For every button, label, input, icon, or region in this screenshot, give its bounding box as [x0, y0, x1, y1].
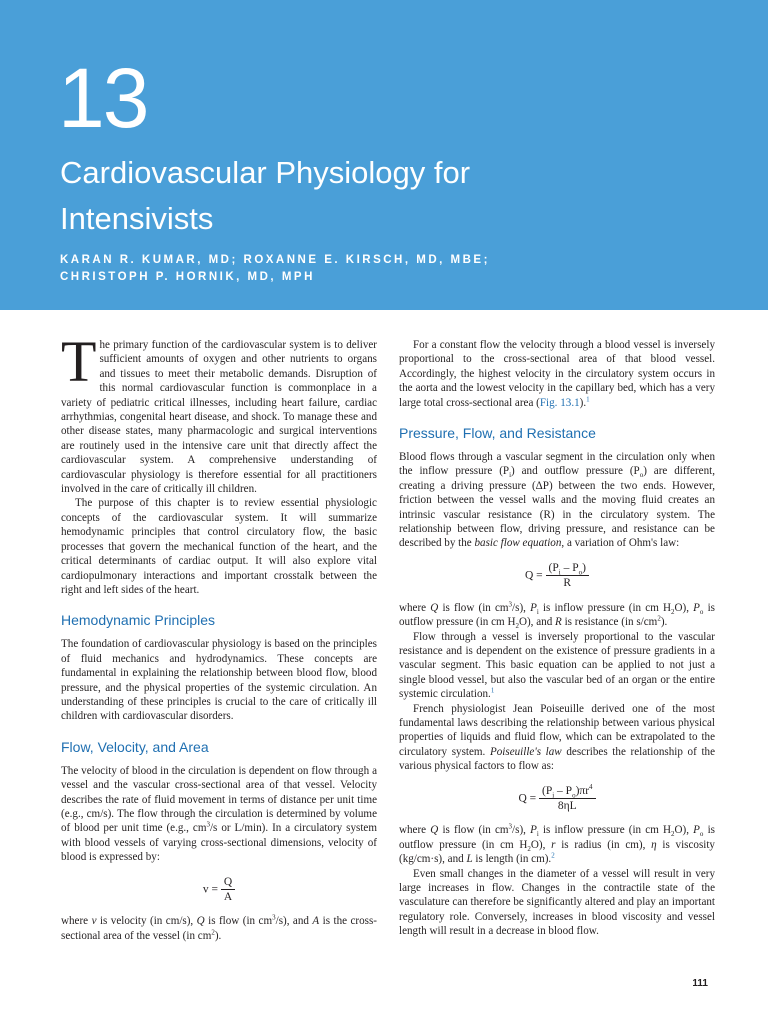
pressure-paragraph: Blood flows through a vascular segment in the circulation only when the inflow pressure $(P_i)$ and outflow pressure $(P_o)$ are different, creating a driving pressure (ΔP) between the two ends. However, friction between the vessel walls and the moving fluid creates an intrinsic vascular resistance (R) in the circulatory system. The relationship between flow, driving pressure, and resistance can be described by the basic flow equation, a variation of Ohm's law: [399, 451, 715, 550]
chapter-title-line-2: Intensivists [60, 201, 214, 236]
page-number: 111 [692, 978, 708, 989]
heading-pressure-flow-resistance: Pressure, Flow, and Resistance [399, 425, 596, 442]
velocity-equation: v = $\frac{Q}{A}$ [61, 875, 377, 905]
right-column [399, 338, 715, 939]
reference-link[interactable]: 1 [490, 686, 495, 695]
velocity-paragraph: The velocity of blood in the circulation is dependent on flow through a vessel and the vascular cross-sectional area of that vessel. Velocity describes the rate of fluid movement in terms of distance per unit time (e.g., cm/s). The flow through the circulation is determined by volume of blood per unit time (e.g., $cm^3/s$ or L/min). In a circulatory system with blood vessels of varying cross-sectional dimensions, velocity of blood is expressed by: [61, 764, 377, 864]
poiseuille-where: where Q is flow (in $cm^3/s$), $P_i$ is inflow pressure (in cm $H_2O$), $P_o$ is outflow pressure (in cm $H_2O$), r is radius (in cm), η is viscosity (kg/cm·s), and L is length (in cm).$^2$ [399, 822, 715, 866]
authors-line-2: CHRISTOPH P. HORNIK, MD, MPH [60, 271, 315, 283]
authors-line-1: KARAN R. KUMAR, MD; ROXANNE E. KIRSCH, MD, MBE; [60, 254, 490, 266]
left-column [61, 329, 377, 943]
heading-flow-velocity-area: Flow, Velocity, and Area [61, 738, 209, 755]
diameter-paragraph: Even small changes in the diameter of a vessel will result in very large increases in flow. Changes in the contractile state of the vasculature can therefore be significantly altered and play an important regulatory role. Conversely, increases in blood viscosity and vessel length will result in a decrease in blood flow. [399, 867, 715, 938]
velocity-area-paragraph: For a constant flow the velocity through a blood vessel is inversely proportional to the cross-sectional area of that blood vessel. Accordingly, the highest velocity in the circulatory system occurs in the aorta and the lowest velocity in the capillary bed, which has a very large total cross-sectional area (Fig. 13.1).$^1$ [399, 339, 715, 409]
poiseuille-paragraph: French physiologist Jean Poiseuille derived one of the most fundamental laws describing the relationship between various physical properties of liquids and fluid flow, which can be extrapolated to the circulatory system. Poiseuille's law describes the relationship of the various physical factors to flow as: [399, 702, 716, 773]
intro-paragraph-1: The primary function of the cardiovascular system is to deliver sufficient amounts of oxygen and other nutrients to organs and tissues to meet their metabolic demands. Disruption of this normal cardiovascular function is commonplace in a variety of pediatric critical illnesses, including heart failure, cardiac arrhythmias, congenital heart disease, and shock. To manage these and other disease states, many pharmacologic and surgical interventions are routinely used in the intensive care unit that directly affect the cardiovascular system. A comprehensive understanding of cardiovascular physiology is therefore essential for all practitioners involved in the care of critically ill children. [61, 329, 377, 496]
drop-cap: T [61, 329, 97, 394]
poiseuille-equation: Q = $\frac{(P_i - P_o)\pi r^4}{8\eta L}$ [399, 784, 715, 814]
intro-paragraph-2: The purpose of this chapter is to review essential physiologic concepts of the cardiovascular system. It will summarize hemodynamic principles that control circulatory flow, the basic processes that govern the mechanical function of the heart, and the critical determinants of cardiac output. It will also explore vital cardiopulmonary interactions and important crosstalk between the right and left sides of the heart. [61, 497, 377, 596]
chapter-title [60, 150, 700, 242]
chapter-header [0, 0, 768, 310]
chapter-title-line-1: Cardiovascular Physiology for [60, 155, 471, 190]
chapter-number: 13 [58, 51, 148, 145]
heading-hemodynamic-principles: Hemodynamic Principles [61, 612, 216, 629]
hemodynamic-paragraph: The foundation of cardiovascular physiology is based on the principles of fluid mechanics and hydrodynamics. These concepts are fundamental in explaining the relationship between blood flow, blood pressure, and the physical properties of the systemic circulation. An understanding of these principles is crucial to the care of critically ill children with cardiovascular disorders. [61, 638, 377, 723]
flow-equation: Q = $\frac{(P_i - P_o)}{R}$ [399, 561, 715, 591]
flow-equation-where: where Q is flow (in $cm^3/s$), $P_i$ is inflow pressure (in cm $H_2O$), $P_o$ is outflow pressure (in cm $H_2O$), and R is resistance (in $s/cm^2$). [399, 600, 715, 631]
reference-link[interactable]: 2 [551, 851, 555, 860]
resistance-paragraph: Flow through a vessel is inversely proportional to the vascular resistance and is dependent on the existence of pressure gradients in a vascular segment. This basic equation can be applied to not just a single blood vessel, but also the vascular bed of an organ or the entire systemic circulation.$^1$ [399, 630, 715, 701]
figure-link[interactable]: Fig. 13.1 [539, 396, 580, 409]
authors [60, 252, 720, 286]
velocity-where-paragraph: where v is velocity (in cm/s), Q is flow (in $cm^3/s$), and A is the cross-sectional area of the vessel (in $cm^2$). [61, 913, 377, 942]
reference-link[interactable]: 1 [586, 394, 590, 403]
